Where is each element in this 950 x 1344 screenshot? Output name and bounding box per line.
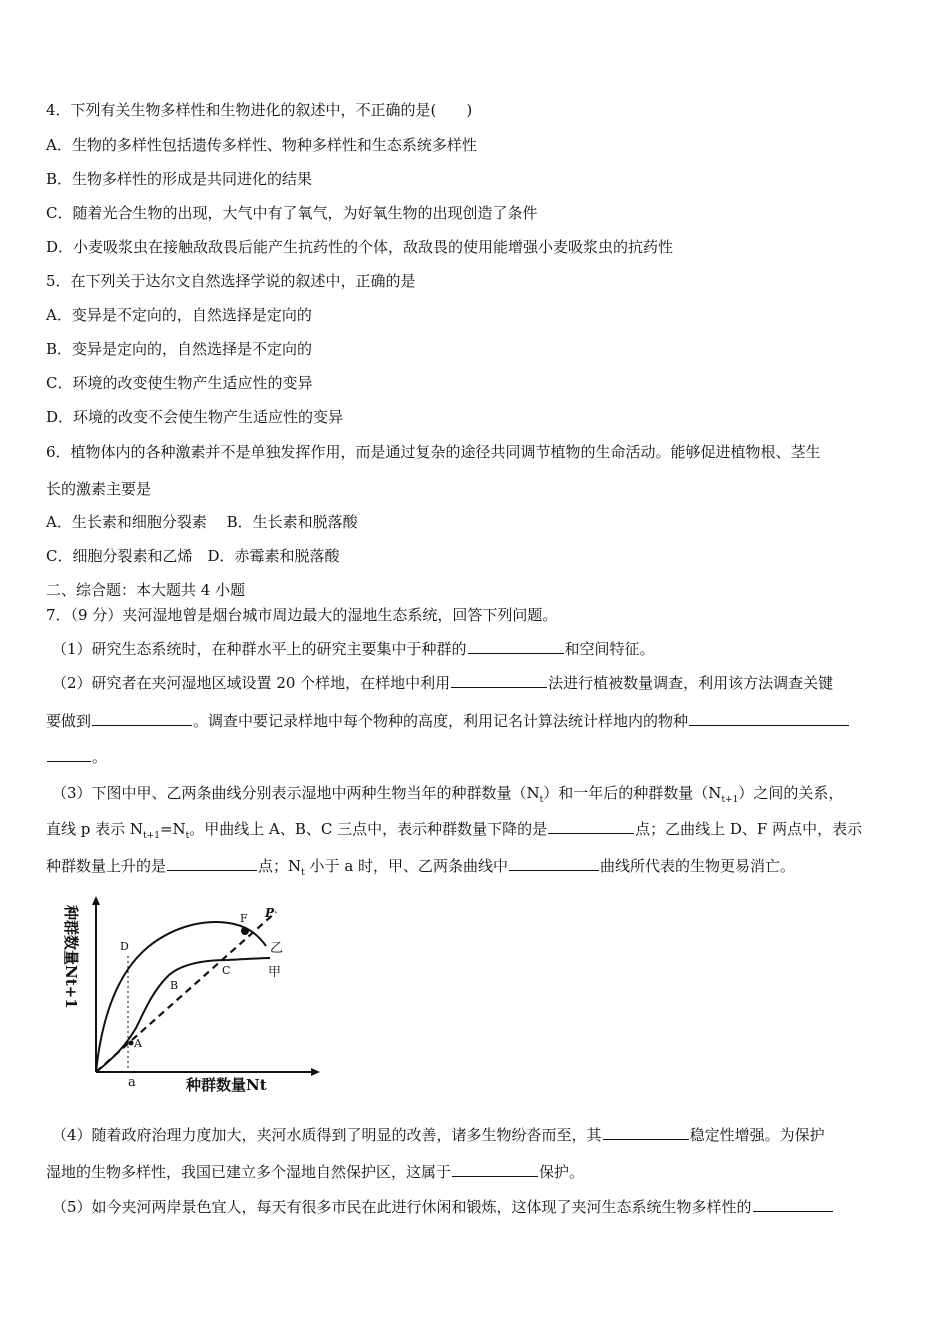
q5-option-c: C．环境的改变使生物产生适应性的变异: [46, 374, 313, 392]
q5-option-d: D．环境的改变不会使生物产生适应性的变异: [46, 408, 344, 426]
q7-part4-text-d: 保护。: [539, 1163, 585, 1181]
q7-part3-text-j: 曲线所代表的生物更易消亡。: [600, 857, 796, 875]
label-yi: 乙: [270, 941, 284, 956]
answer-blank[interactable]: [92, 710, 192, 726]
label-d: D: [120, 940, 129, 953]
q7-part3-text-h: 点；N: [258, 857, 302, 875]
answer-blank[interactable]: [689, 710, 849, 726]
answer-blank[interactable]: [548, 818, 634, 834]
q4-stem: 4．下列有关生物多样性和生物进化的叙述中，不正确的是( ): [46, 101, 473, 119]
q7-part3-text-d: 直线 p 表示 N: [46, 820, 144, 838]
q7-part3-text-a: （3）下图中甲、乙两条曲线分别表示湿地中两种生物当年的种群数量（N: [52, 784, 540, 802]
q6-options-ab: A．生长素和细胞分裂素 B．生长素和脱落酸: [46, 513, 358, 531]
subscript: t: [301, 868, 305, 878]
y-axis-label: 种群数量Nt+1: [62, 905, 80, 1009]
q7-part1: [52, 638, 910, 660]
subscript: t: [539, 795, 544, 805]
q5-option-a: A．变异是不定向的，自然选择是定向的: [46, 306, 312, 324]
q7-part4-text-a: （4）随着政府治理力度加大，夹河水质得到了明显的改善，诸多生物纷沓而至，其: [52, 1126, 602, 1144]
answer-blank[interactable]: [468, 638, 564, 654]
q7-part4-line1: [52, 1124, 910, 1146]
q7-part2-text-b: 法进行植被数量调查，利用该方法调查关键: [548, 674, 834, 692]
q4-option-a: A．生物的多样性包括遗传多样性、物种多样性和生态系统多样性: [46, 136, 477, 154]
q7-part2-text-d: 。调查中要记录样地中每个物种的高度，利用记名计算法统计样地内的物种: [193, 712, 689, 730]
y-axis-arrow-icon: [92, 896, 100, 905]
q7-part2-line1: [52, 672, 910, 694]
q7-part3-text-d-mid: =N: [159, 820, 186, 838]
subscript: t+1: [721, 795, 739, 805]
answer-blank[interactable]: [451, 672, 547, 688]
q7-part3-text-b: ）和一年后的种群数量（N: [543, 784, 722, 802]
q7-part1-text-a: （1）研究生态系统时，在种群水平上的研究主要集中于种群的: [52, 640, 467, 658]
point-a: [129, 1041, 134, 1046]
q7-part5-text-a: （5）如今夹河两岸景色宜人，每天有很多市民在此进行休闲和锻炼，这体现了夹河生态系统生物多样性的: [52, 1198, 752, 1216]
label-c: C: [222, 964, 231, 977]
answer-blank[interactable]: [167, 855, 257, 871]
q7-part4-text-c: 湿地的生物多样性，我国已建立多个湿地自然保护区，这属于: [46, 1163, 452, 1181]
label-a: A: [134, 1037, 142, 1050]
answer-blank[interactable]: [452, 1161, 538, 1177]
q7-part3-line2: [46, 818, 910, 847]
q7-part3-text-i: 小于 a 时，甲、乙两条曲线中: [304, 857, 509, 875]
label-f: F: [240, 912, 248, 925]
q7-part2-text-e: 。: [92, 748, 108, 766]
population-graph: [56, 890, 346, 1100]
subscript: t+1: [143, 831, 160, 841]
q7-part5: [52, 1196, 910, 1218]
label-p: P: [265, 906, 275, 920]
label-b: B: [170, 979, 179, 992]
x-axis-label: 种群数量Nt: [186, 1076, 267, 1094]
q4-option-c: C．随着光合生物的出现，大气中有了氧气，为好氧生物的出现创造了条件: [46, 204, 538, 222]
q7-part2-line2: [46, 710, 910, 732]
q6-stem-line2: 长的激素主要是: [46, 480, 152, 498]
answer-blank[interactable]: [47, 746, 91, 762]
point-f: [241, 927, 249, 935]
answer-blank[interactable]: [603, 1124, 689, 1140]
line-p: [96, 912, 276, 1072]
curve-jia: [96, 958, 270, 1072]
q6-stem-line1: 6．植物体内的各种激素并不是单独发挥作用，而是通过复杂的途径共同调节植物的生命活动。能够促进植物根、茎生: [46, 443, 821, 461]
q7-part4-text-b: 稳定性增强。为保护: [689, 1126, 825, 1144]
section-title: 二、综合题：本大题共 4 小题: [46, 581, 246, 599]
q7-part3-text-g: 种群数量上升的是: [46, 857, 167, 875]
q4-option-d: D．小麦吸浆虫在接触敌敌畏后能产生抗药性的个体，敌敌畏的使用能增强小麦吸浆虫的抗药性: [46, 238, 674, 256]
x-axis-arrow-icon: [311, 1068, 320, 1076]
q7-part3-line1: [52, 782, 910, 811]
answer-blank[interactable]: [509, 855, 599, 871]
q5-stem: 5．在下列关于达尔文自然选择学说的叙述中，正确的是: [46, 272, 416, 290]
label-jia: 甲: [268, 965, 282, 980]
q4-option-b: B．生物多样性的形成是共同进化的结果: [46, 170, 313, 188]
subscript: t: [185, 831, 190, 841]
q7-part2-text-a: （2）研究者在夹河湿地区域设置 20 个样地，在样地中利用: [52, 674, 451, 692]
answer-blank[interactable]: [753, 1196, 833, 1212]
q5-option-b: B．变异是定向的，自然选择是不定向的: [46, 340, 313, 358]
q7-part3-text-c: ）之间的关系，: [738, 784, 844, 802]
q7-part2-text-c: 要做到: [46, 712, 92, 730]
q6-options-cd: C．细胞分裂素和乙烯 D．赤霉素和脱落酸: [46, 547, 340, 565]
q7-stem: 7．（9 分）夹河湿地曾是烟台城市周边最大的湿地生态系统，回答下列问题。: [46, 606, 558, 624]
q7-part4-line2: [46, 1161, 910, 1183]
q7-part3-text-e: 。甲曲线上 A、B、C 三点中，表示种群数量下降的是: [189, 820, 548, 838]
q7-part1-text-b: 和空间特征。: [564, 640, 655, 658]
x-tick-a: a: [128, 1075, 136, 1090]
q7-part3-line3: [46, 855, 910, 884]
q7-part2-line3: [46, 746, 910, 768]
q7-part3-text-f: 点；乙曲线上 D、F 两点中，表示: [635, 820, 863, 838]
